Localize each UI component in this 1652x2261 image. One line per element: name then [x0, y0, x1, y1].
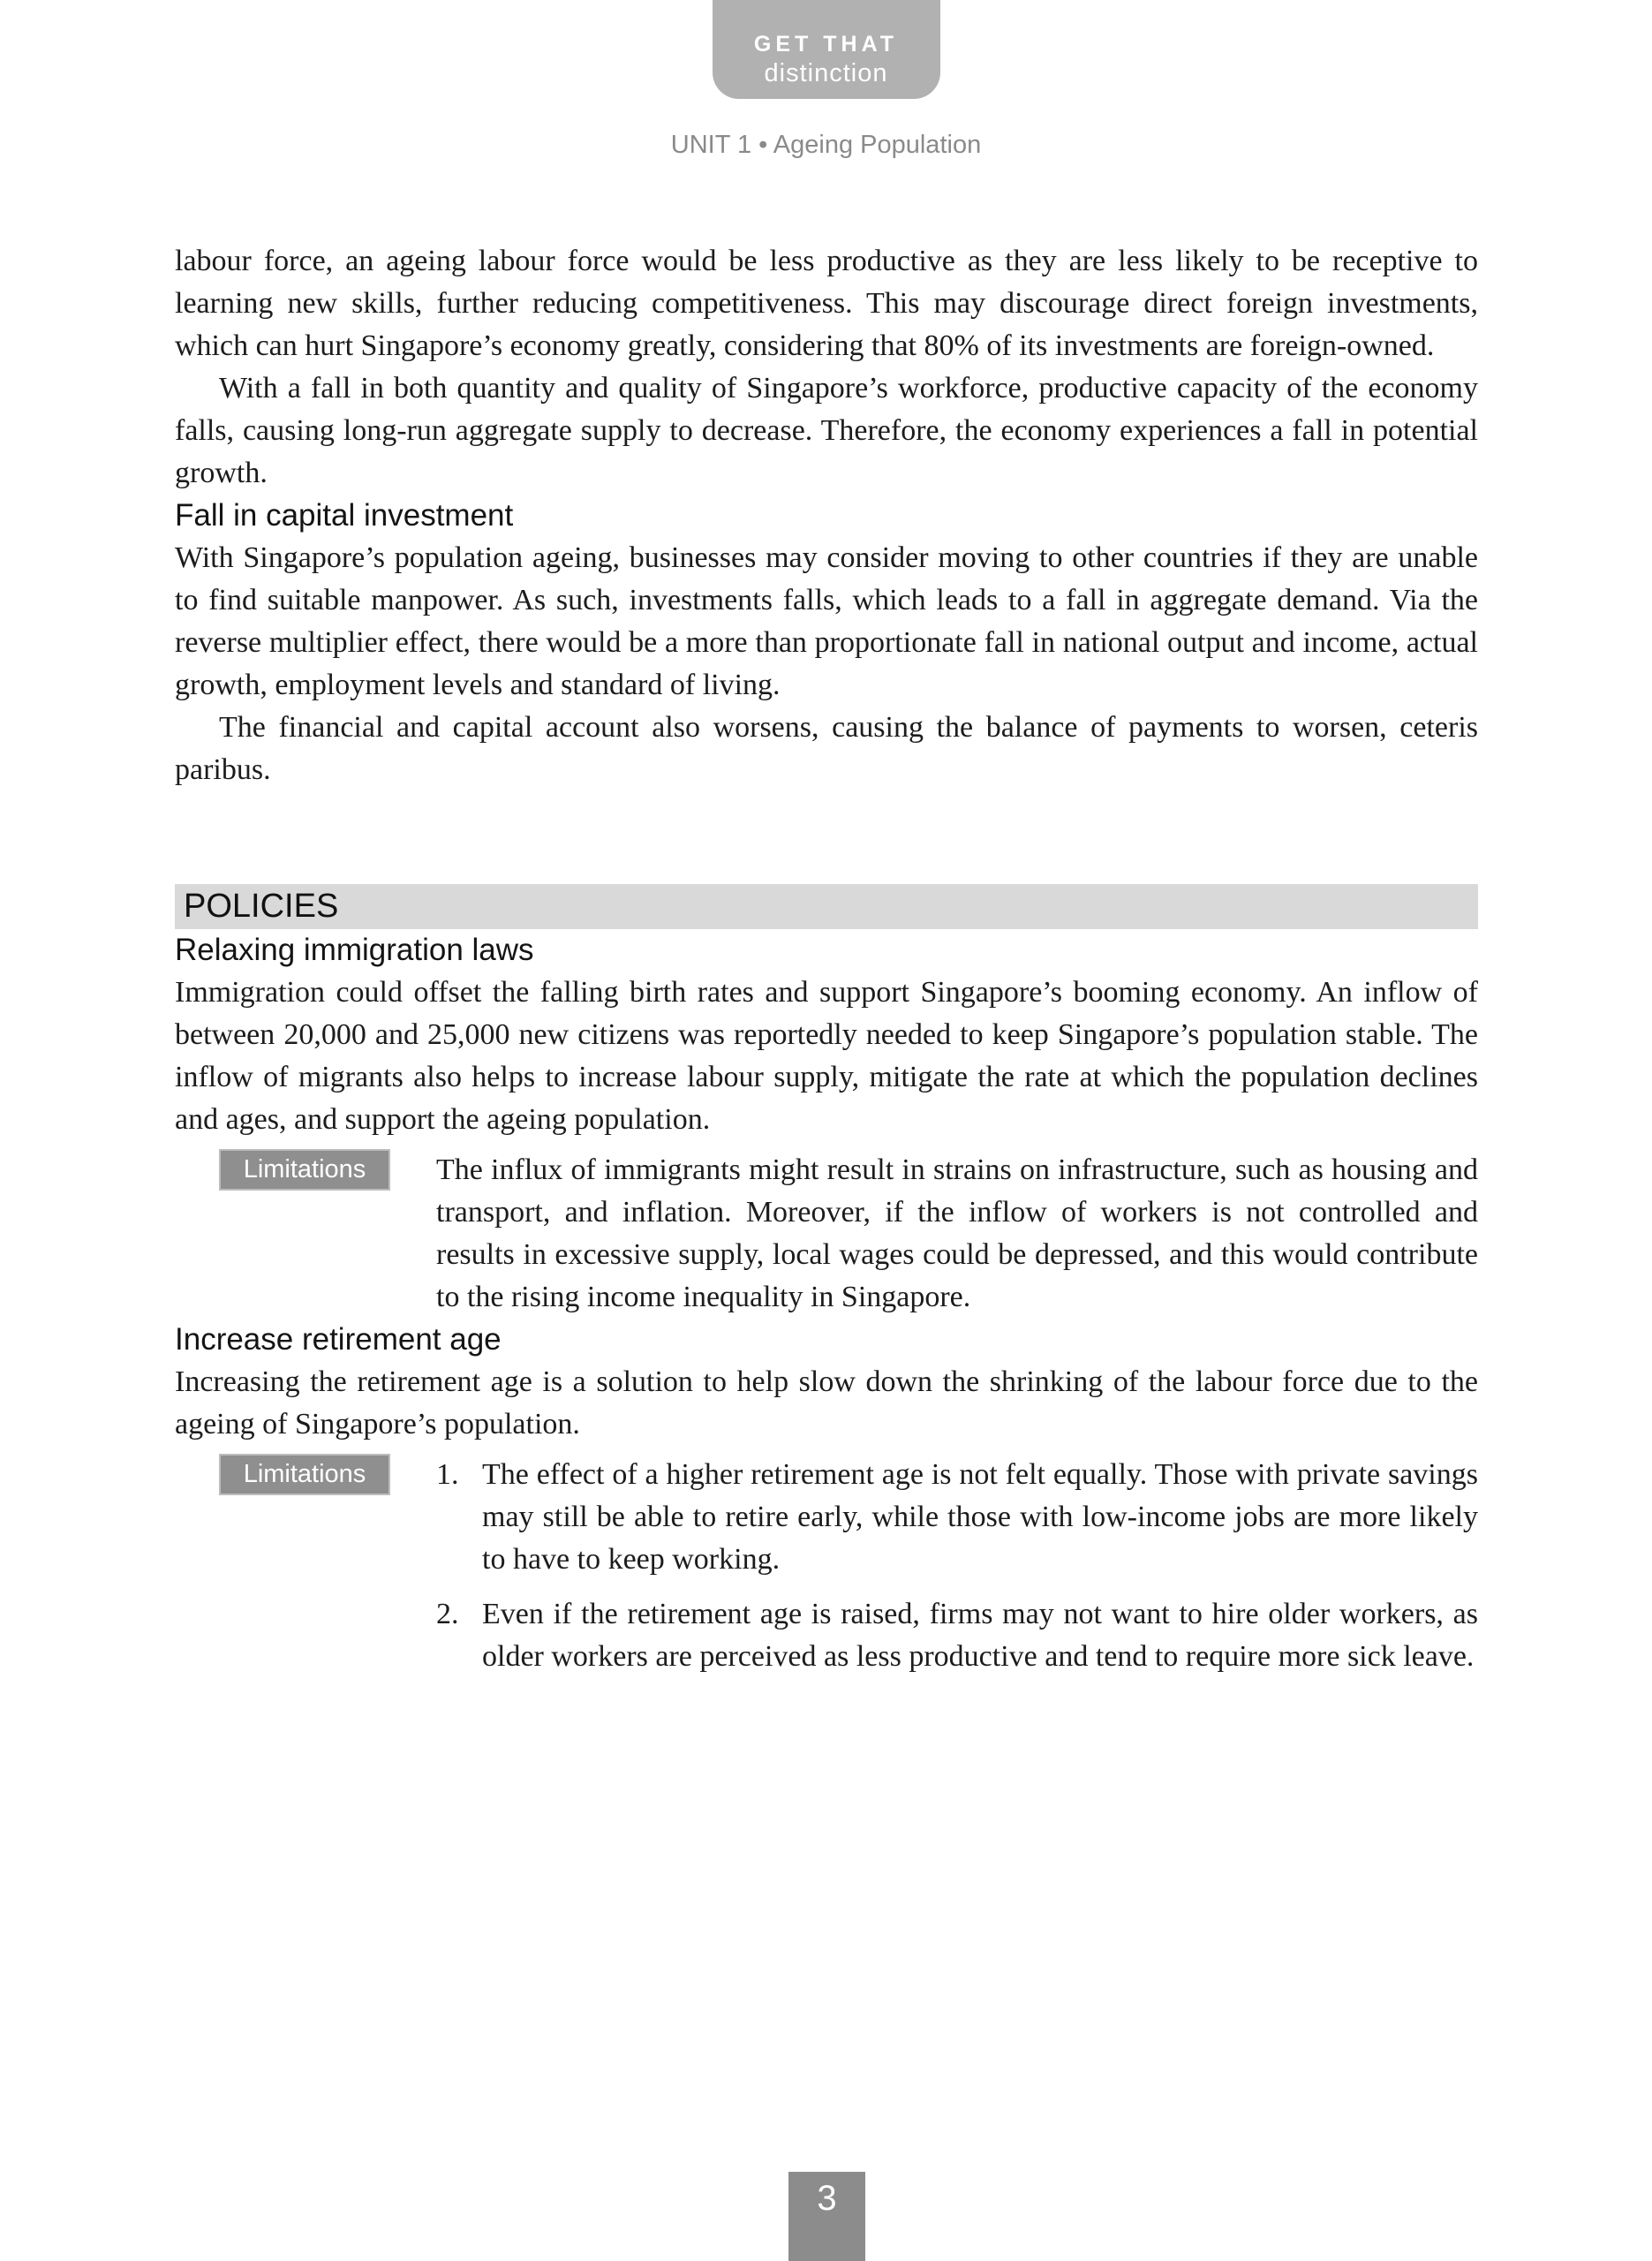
- limitations-tag: Limitations: [219, 1454, 390, 1495]
- heading-fall-in-capital-investment: Fall in capital investment: [175, 498, 514, 533]
- limitations-text-immigration: The influx of immigrants might result in strains on infrastructure, such as housing and transport, and inflation. Moreover, if the inflow of workers is not controlled and results in excessive supply, local wages could be depressed, and this would contribute to the rising income inequality in Singapore.: [436, 1153, 1478, 1313]
- page-content: [175, 240, 1478, 1678]
- paragraph-capital-2: The financial and capital account also worsens, causing the balance of payments to worsen, ceteris paribus.: [175, 711, 1478, 786]
- paragraph-intro-1: labour force, an ageing labour force would be less productive as they are less likely to be receptive to learning new skills, further reducing competitiveness. This may discourage direct foreign investments, which can hurt Singapore’s economy greatly, considering that 80% of its investments are foreign-owned.: [175, 245, 1478, 362]
- paragraph-immigration: Immigration could offset the falling birth rates and support Singapore’s booming economy. An inflow of between 20,000 and 25,000 new citizens was reportedly needed to keep Singapore’s population stable. The inflow of migrants also helps to increase labour supply, mitigate the rate at which the population declines and ages, and support the ageing population.: [175, 976, 1478, 1136]
- page-number: 3: [817, 2179, 837, 2218]
- list-item: [436, 1454, 1478, 1581]
- limitations-list-column: [436, 1454, 1478, 1678]
- limitations-block-retirement: [175, 1454, 1478, 1678]
- list-item-number: 2.: [436, 1598, 459, 1630]
- paragraph-intro-2: With a fall in both quantity and quality of Singapore’s workforce, productive capacity of the economy falls, causing long-run aggregate supply to decrease. Therefore, the economy experiences a fall in potential growth.: [175, 372, 1478, 489]
- list-item-number: 1.: [436, 1458, 459, 1491]
- unit-header: UNIT 1 • Ageing Population: [670, 131, 982, 159]
- list-item-text: The effect of a higher retirement age is not felt equally. Those with private savings may still be able to retire early, while those with low-income jobs are more likely to have to keep working.: [482, 1458, 1478, 1576]
- series-badge-subtitle: distinction: [764, 59, 888, 87]
- policies-section-title: POLICIES: [184, 888, 339, 925]
- limitations-tag: Limitations: [219, 1149, 390, 1191]
- series-badge: [713, 0, 940, 99]
- page-number-box: [788, 2172, 865, 2261]
- list-item-text: Even if the retirement age is raised, firms may not want to hire older workers, as older workers are perceived as less productive and tend to require more sick leave.: [482, 1598, 1478, 1673]
- heading-increase-retirement-age: Increase retirement age: [175, 1322, 502, 1357]
- limitations-block-immigration: [175, 1149, 1478, 1319]
- heading-relaxing-immigration-laws: Relaxing immigration laws: [175, 933, 534, 967]
- limitations-text-column: [436, 1149, 1478, 1319]
- list-item: [436, 1593, 1478, 1678]
- paragraph-capital-1: With Singapore’s population ageing, businesses may consider moving to other countries if they are unable to find suitable manpower. As such, investments falls, which leads to a fall in aggregate demand. Via the reverse multiplier effect, there would be a more than proportionate fall in national output and income, actual growth, employment levels and standard of living.: [175, 541, 1478, 701]
- series-badge-title: GET THAT: [753, 32, 899, 57]
- policies-section-bar: [175, 884, 1478, 929]
- paragraph-retirement: Increasing the retirement age is a solution to help slow down the shrinking of the labour force due to the ageing of Singapore’s population.: [175, 1365, 1478, 1441]
